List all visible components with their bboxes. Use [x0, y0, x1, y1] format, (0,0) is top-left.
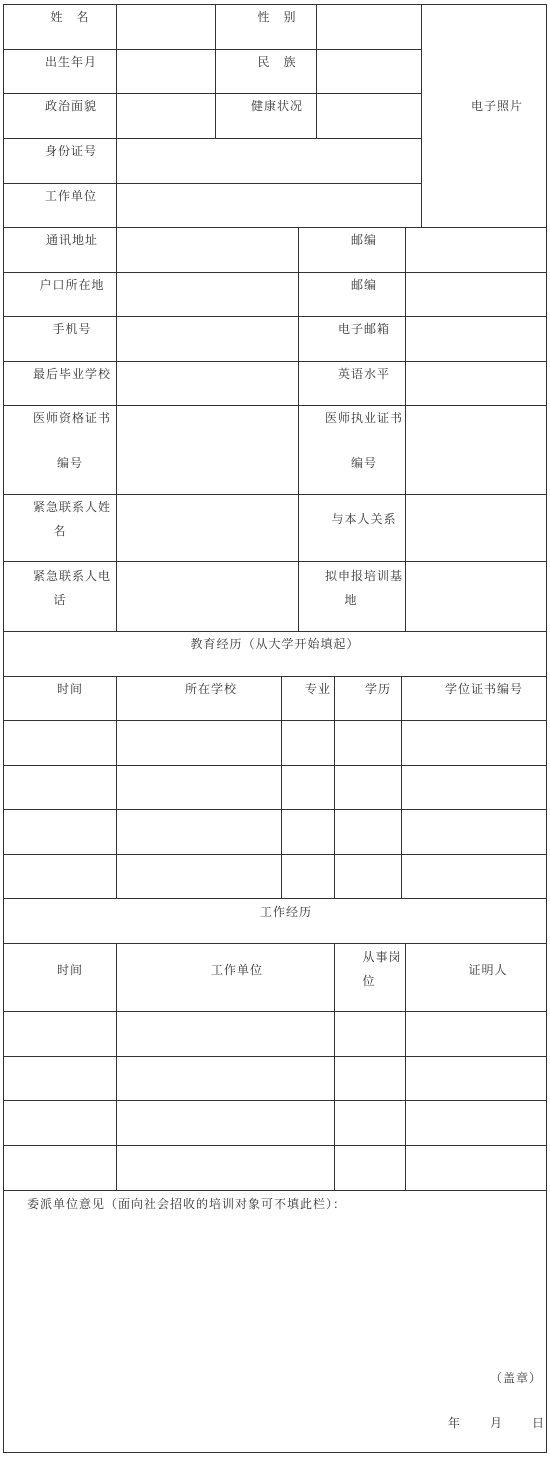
label-prac-cert-number: 编号: [350, 456, 378, 470]
label-postcode-1: 邮编: [350, 233, 378, 247]
work-title: 工作经历: [259, 905, 313, 919]
label-emergency-phone: 紧急联系人电: [32, 569, 112, 583]
label-emergency-phone-cont: 话: [53, 593, 67, 607]
edu-col-school: 所在学校: [184, 682, 238, 696]
label-political: 政治面貌: [44, 99, 98, 113]
label-prac-cert: 医师执业证书: [324, 411, 404, 425]
label-training-base-cont: 地: [344, 593, 358, 607]
label-english: 英语水平: [337, 367, 391, 381]
label-work-unit: 工作单位: [44, 189, 98, 203]
opinion-label: 委派单位意见（面向社会招收的培训对象可不填此栏）：: [27, 1197, 347, 1211]
work-col-witness: 证明人: [468, 963, 508, 977]
date-line: 年 月 日: [447, 1416, 546, 1430]
label-id-number: 身份证号: [44, 144, 98, 158]
work-col-post-cont: 位: [362, 974, 376, 988]
label-school: 最后毕业学校: [32, 367, 112, 381]
label-emergency-name-cont: 名: [53, 524, 67, 538]
label-training-base: 拟申报培训基: [324, 569, 404, 583]
edu-col-time: 时间: [56, 682, 84, 696]
photo-placeholder: 电子照片: [470, 99, 524, 113]
label-address: 通讯地址: [45, 233, 99, 247]
edu-col-major: 专业: [304, 682, 332, 696]
label-gender: 性 别: [257, 10, 297, 24]
label-birth: 出生年月: [44, 55, 98, 69]
label-qual-cert: 医师资格证书: [32, 411, 112, 425]
label-name: 姓 名: [50, 10, 90, 24]
label-ethnicity: 民 族: [257, 55, 297, 69]
education-title: 教育经历（从大学开始填起）: [190, 637, 360, 651]
work-col-unit: 工作单位: [210, 963, 264, 977]
edu-col-cert: 学位证书编号: [444, 682, 524, 696]
label-email: 电子邮箱: [337, 322, 391, 336]
edu-col-degree: 学历: [364, 682, 392, 696]
work-col-post: 从事岗: [362, 950, 402, 964]
work-col-time: 时间: [56, 963, 84, 977]
seal-note: （盖章）: [489, 1371, 542, 1385]
label-relation: 与本人关系: [331, 512, 397, 526]
label-postcode-2: 邮编: [350, 278, 378, 292]
label-hukou: 户口所在地: [39, 278, 105, 292]
label-health: 健康状况: [250, 99, 304, 113]
label-emergency-name: 紧急联系人姓: [32, 500, 112, 514]
label-qual-cert-number: 编号: [56, 456, 84, 470]
label-mobile: 手机号: [52, 322, 92, 336]
